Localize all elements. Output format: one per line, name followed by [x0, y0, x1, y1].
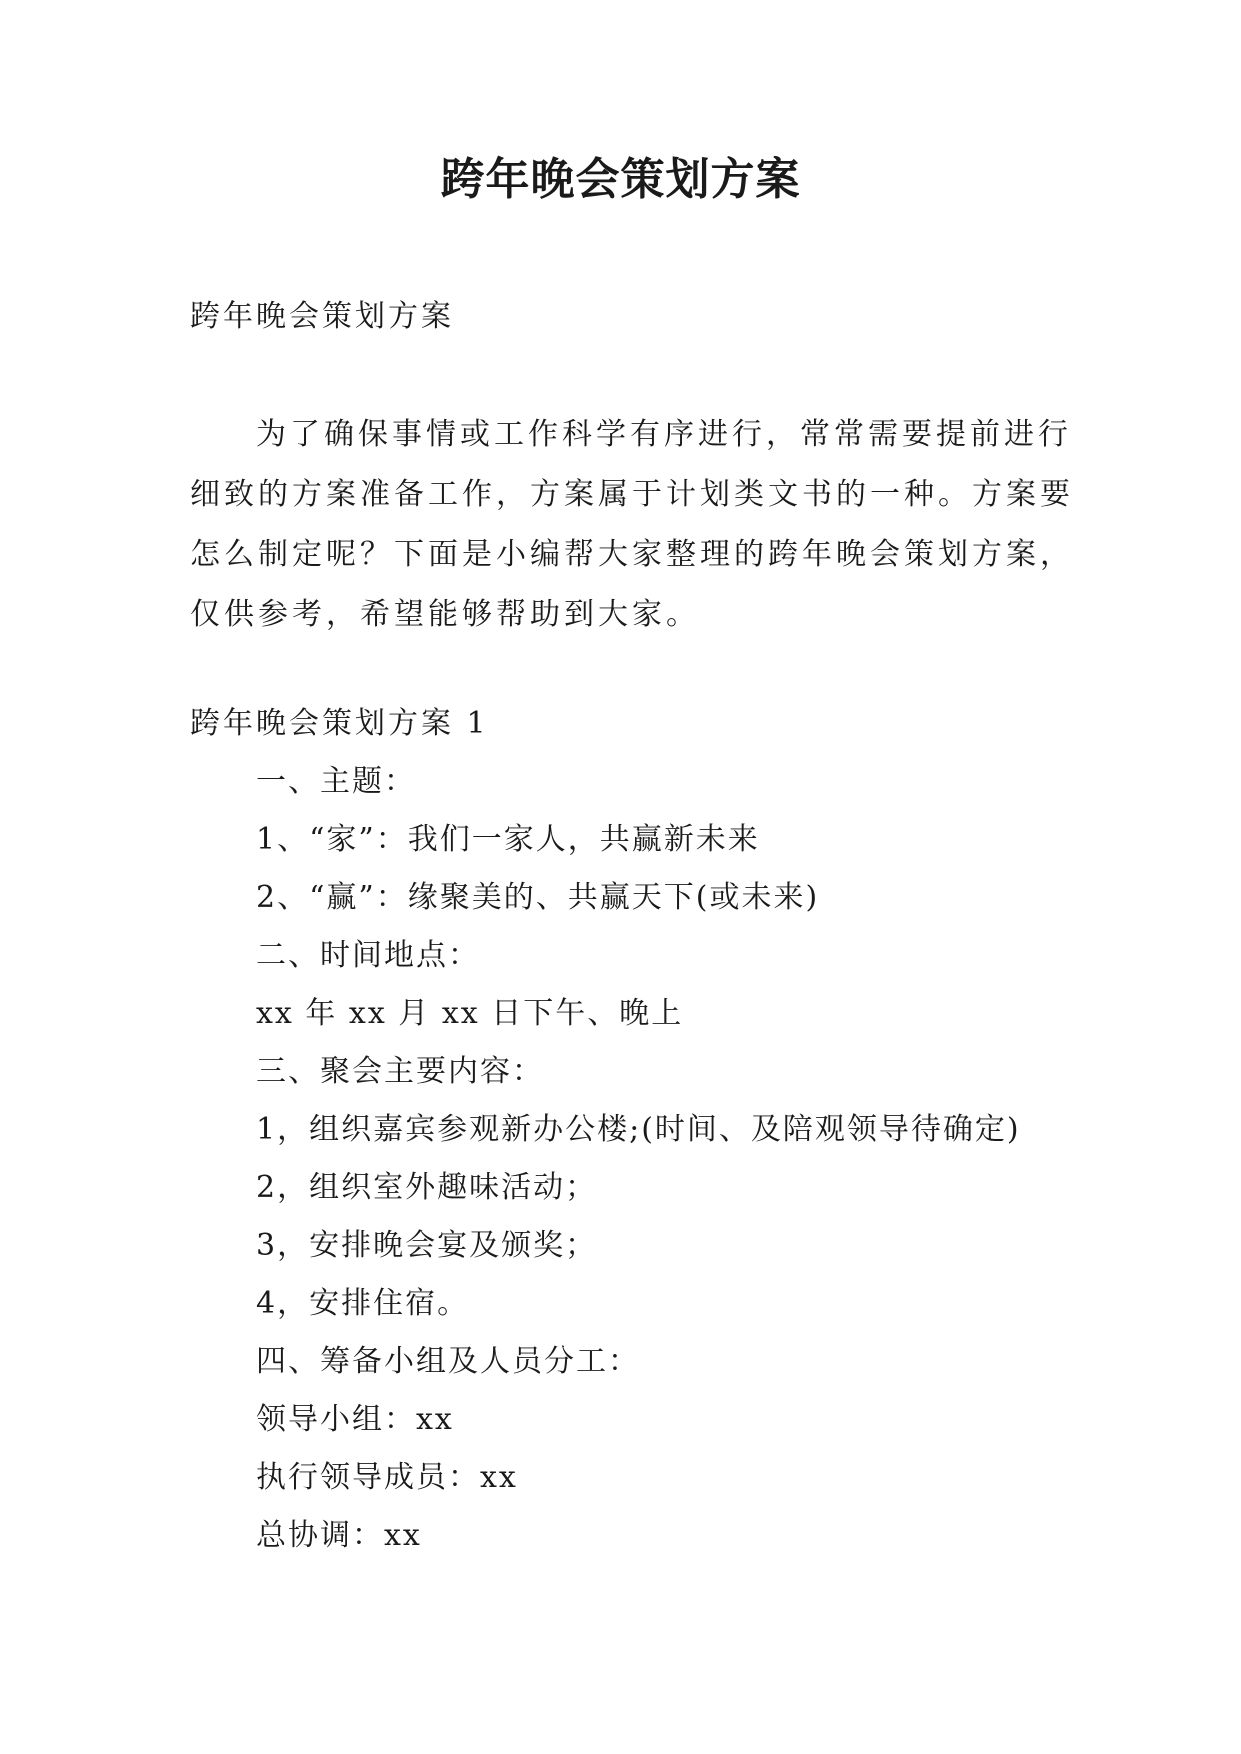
outline-item: 2，组织室外趣味活动； — [256, 1170, 598, 1205]
outline-item: 2、“赢”：缘聚美的、共赢天下(或未来) — [256, 880, 820, 915]
outline-list — [256, 761, 1021, 1573]
outline-item: 执行领导成员：xx — [256, 1460, 518, 1495]
outline-item: xx 年 xx 月 xx 日下午、晚上 — [256, 996, 684, 1031]
outline-item: 二、时间地点： — [256, 938, 480, 973]
document-subtitle: 跨年晚会策划方案 — [190, 299, 454, 334]
intro-paragraph — [190, 405, 1074, 645]
intro-line: 为了确保事情或工作科学有序进行，常常需要提前进行 — [256, 417, 1072, 452]
section-heading: 跨年晚会策划方案 1 — [190, 706, 489, 741]
outline-item: 一、主题： — [256, 764, 416, 799]
outline-item: 3，安排晚会宴及颁奖； — [256, 1228, 598, 1263]
intro-line: 怎么制定呢？下面是小编帮大家整理的跨年晚会策划方案， — [190, 537, 1074, 572]
outline-item: 总协调：xx — [256, 1518, 422, 1553]
outline-item: 1、“家”：我们一家人，共赢新未来 — [256, 822, 760, 857]
document-title: 跨年晚会策划方案 — [440, 154, 801, 205]
outline-item: 三、聚会主要内容： — [256, 1054, 544, 1089]
outline-item: 四、筹备小组及人员分工： — [256, 1344, 640, 1379]
intro-line: 细致的方案准备工作，方案属于计划类文书的一种。方案要 — [190, 477, 1074, 512]
intro-line: 仅供参考，希望能够帮助到大家。 — [190, 597, 700, 632]
outline-item: 1，组织嘉宾参观新办公楼;(时间、及陪观领导待确定) — [256, 1112, 1021, 1147]
outline-item: 4，安排住宿。 — [256, 1286, 470, 1321]
outline-item: 领导小组：xx — [256, 1402, 454, 1437]
